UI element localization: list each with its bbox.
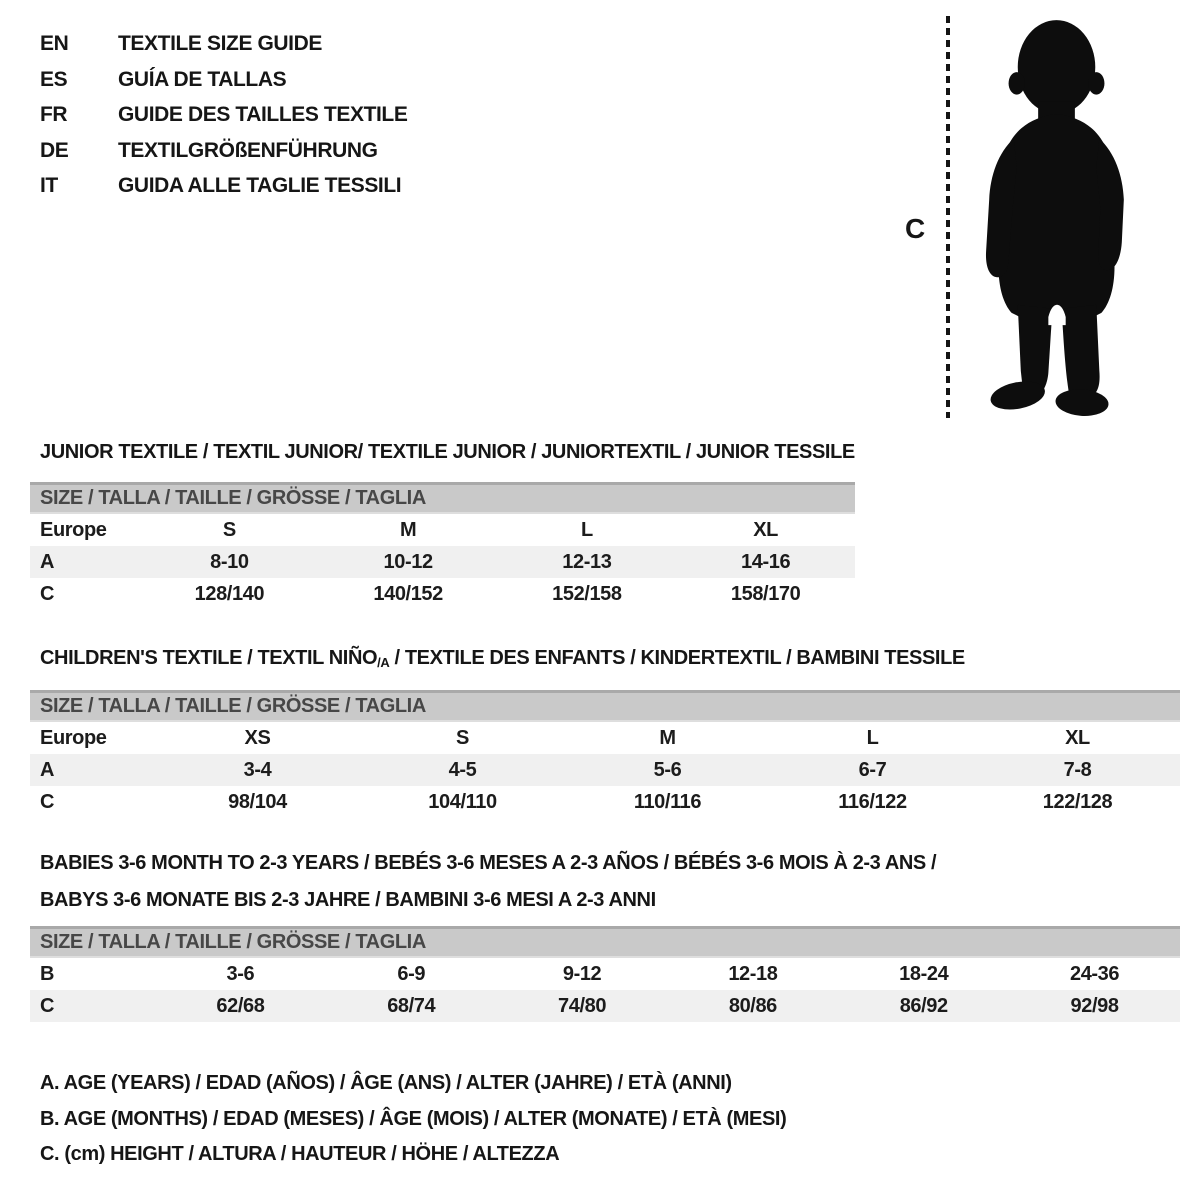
language-title: GUIDA ALLE TAGLIE TESSILI <box>118 174 402 197</box>
row-label: Europe <box>40 518 107 541</box>
row-label: A <box>40 550 55 573</box>
table-cell: XS <box>244 726 271 749</box>
language-title: TEXTILGRÖßENFÜHRUNG <box>118 138 378 162</box>
row-label: C <box>40 582 55 605</box>
table-cell: 122/128 <box>1042 790 1113 813</box>
row-label: C <box>40 790 55 813</box>
table-cell: L <box>866 726 879 749</box>
language-code: DE <box>40 138 69 162</box>
table-cell: XL <box>1065 726 1090 749</box>
row-label: Europe <box>40 726 107 749</box>
table-cell: L <box>580 518 593 541</box>
children-table-rows <box>30 722 1180 818</box>
table-cell: 9-12 <box>562 962 602 985</box>
language-code: FR <box>40 103 68 126</box>
language-title: GUIDE DES TAILLES TEXTILE <box>118 103 408 126</box>
babies-title-line2: BABYS 3-6 MONATE BIS 2-3 JAHRE / BAMBINI 3-6 MESI A 2-3 ANNI <box>40 889 656 911</box>
table-cell: S <box>222 518 236 541</box>
row-label: B <box>40 962 55 985</box>
toddler-silhouette-image <box>966 14 1146 422</box>
table-cell: 3-6 <box>226 962 255 985</box>
title-subscript: /A <box>377 655 390 670</box>
height-measure-dotted-line <box>946 16 950 418</box>
table-cell: 5-6 <box>653 758 682 781</box>
table-cell: 12-13 <box>562 550 612 573</box>
row-label: A <box>40 758 55 781</box>
table-row <box>30 958 1180 990</box>
table-row <box>30 754 1180 786</box>
language-code: ES <box>40 67 68 91</box>
table-cell: 4-5 <box>448 758 477 781</box>
table-cell: 158/170 <box>730 582 801 605</box>
table-cell: 7-8 <box>1063 758 1092 781</box>
table-cell: M <box>399 518 417 541</box>
table-cell: 3-4 <box>243 758 272 781</box>
table-cell: 62/68 <box>216 994 265 1017</box>
table-cell: 24-36 <box>1069 962 1120 985</box>
table-cell: 10-12 <box>383 550 433 573</box>
table-cell: 14-16 <box>741 550 791 573</box>
table-cell: S <box>456 726 469 749</box>
height-measure-label: C <box>905 213 926 244</box>
table-cell: 6-9 <box>397 962 426 985</box>
table-cell: 68/74 <box>387 994 436 1017</box>
table-cell: 104/110 <box>428 790 497 813</box>
size-table-header: SIZE / TALLA / TAILLE / GRÖSSE / TAGLIA <box>30 690 1180 722</box>
table-cell: M <box>659 726 676 749</box>
legend-line-a: A. AGE (YEARS) / EDAD (AÑOS) / ÂGE (ANS) / ALTER (JAHRE) / ETÀ (ANNI) <box>40 1072 732 1094</box>
children-size-table <box>30 690 1180 818</box>
table-cell: 116/122 <box>838 790 907 813</box>
language-code: EN <box>40 32 69 55</box>
title-text: CHILDREN'S TEXTILE / TEXTIL NIÑO <box>40 647 378 669</box>
title-text: / TEXTILE DES ENFANTS / KINDERTEXTIL / BAMBINI TESSILE <box>389 647 965 669</box>
table-cell: 86/92 <box>899 994 948 1017</box>
babies-title-line1: BABIES 3-6 MONTH TO 2-3 YEARS / BEBÉS 3-6 MESES A 2-3 AÑOS / BÉBÉS 3-6 MOIS À 2-3 ANS / <box>40 852 937 874</box>
language-list <box>40 26 407 204</box>
table-cell: 80/86 <box>728 994 777 1017</box>
language-title: GUÍA DE TALLAS <box>118 67 287 91</box>
table-row <box>30 546 855 578</box>
table-cell: 98/104 <box>228 790 287 813</box>
babies-section-title <box>40 845 936 919</box>
table-cell: 6-7 <box>858 758 887 781</box>
language-title: TEXTILE SIZE GUIDE <box>118 32 322 55</box>
table-cell: 92/98 <box>1070 994 1119 1017</box>
table-row <box>30 786 1180 818</box>
table-cell: XL <box>753 518 778 541</box>
table-row <box>30 578 855 610</box>
table-cell: 12-18 <box>728 962 778 985</box>
table-cell: 18-24 <box>899 962 949 985</box>
language-code: IT <box>40 174 58 197</box>
table-row <box>30 514 855 546</box>
children-section-title <box>40 640 965 681</box>
table-cell: 8-10 <box>210 550 249 573</box>
row-label: C <box>40 994 55 1017</box>
junior-table-rows <box>30 514 855 610</box>
size-table-header: SIZE / TALLA / TAILLE / GRÖSSE / TAGLIA <box>30 482 855 514</box>
table-cell: 128/140 <box>194 582 265 605</box>
legend-line-b: B. AGE (MONTHS) / EDAD (MESES) / ÂGE (MOIS) / ALTER (MONATE) / ETÀ (MESI) <box>40 1107 787 1130</box>
legend-line-c: C. (cm) HEIGHT / ALTURA / HAUTEUR / HÖHE / ALTEZZA <box>40 1143 560 1165</box>
junior-size-table <box>30 482 855 610</box>
table-cell: 140/152 <box>373 582 443 605</box>
table-row <box>30 990 1180 1022</box>
table-cell: 110/116 <box>633 790 702 813</box>
junior-section-title: JUNIOR TEXTILE / TEXTIL JUNIOR/ TEXTILE JUNIOR / JUNIORTEXTIL / JUNIOR TESSILE <box>40 441 855 463</box>
babies-table-rows <box>30 958 1180 1022</box>
table-cell: 152/158 <box>552 582 622 605</box>
size-table-header: SIZE / TALLA / TAILLE / GRÖSSE / TAGLIA <box>30 926 1180 958</box>
table-row <box>30 722 1180 754</box>
babies-size-table <box>30 926 1180 1022</box>
measurement-legend <box>40 1066 786 1173</box>
table-cell: 74/80 <box>558 994 607 1017</box>
